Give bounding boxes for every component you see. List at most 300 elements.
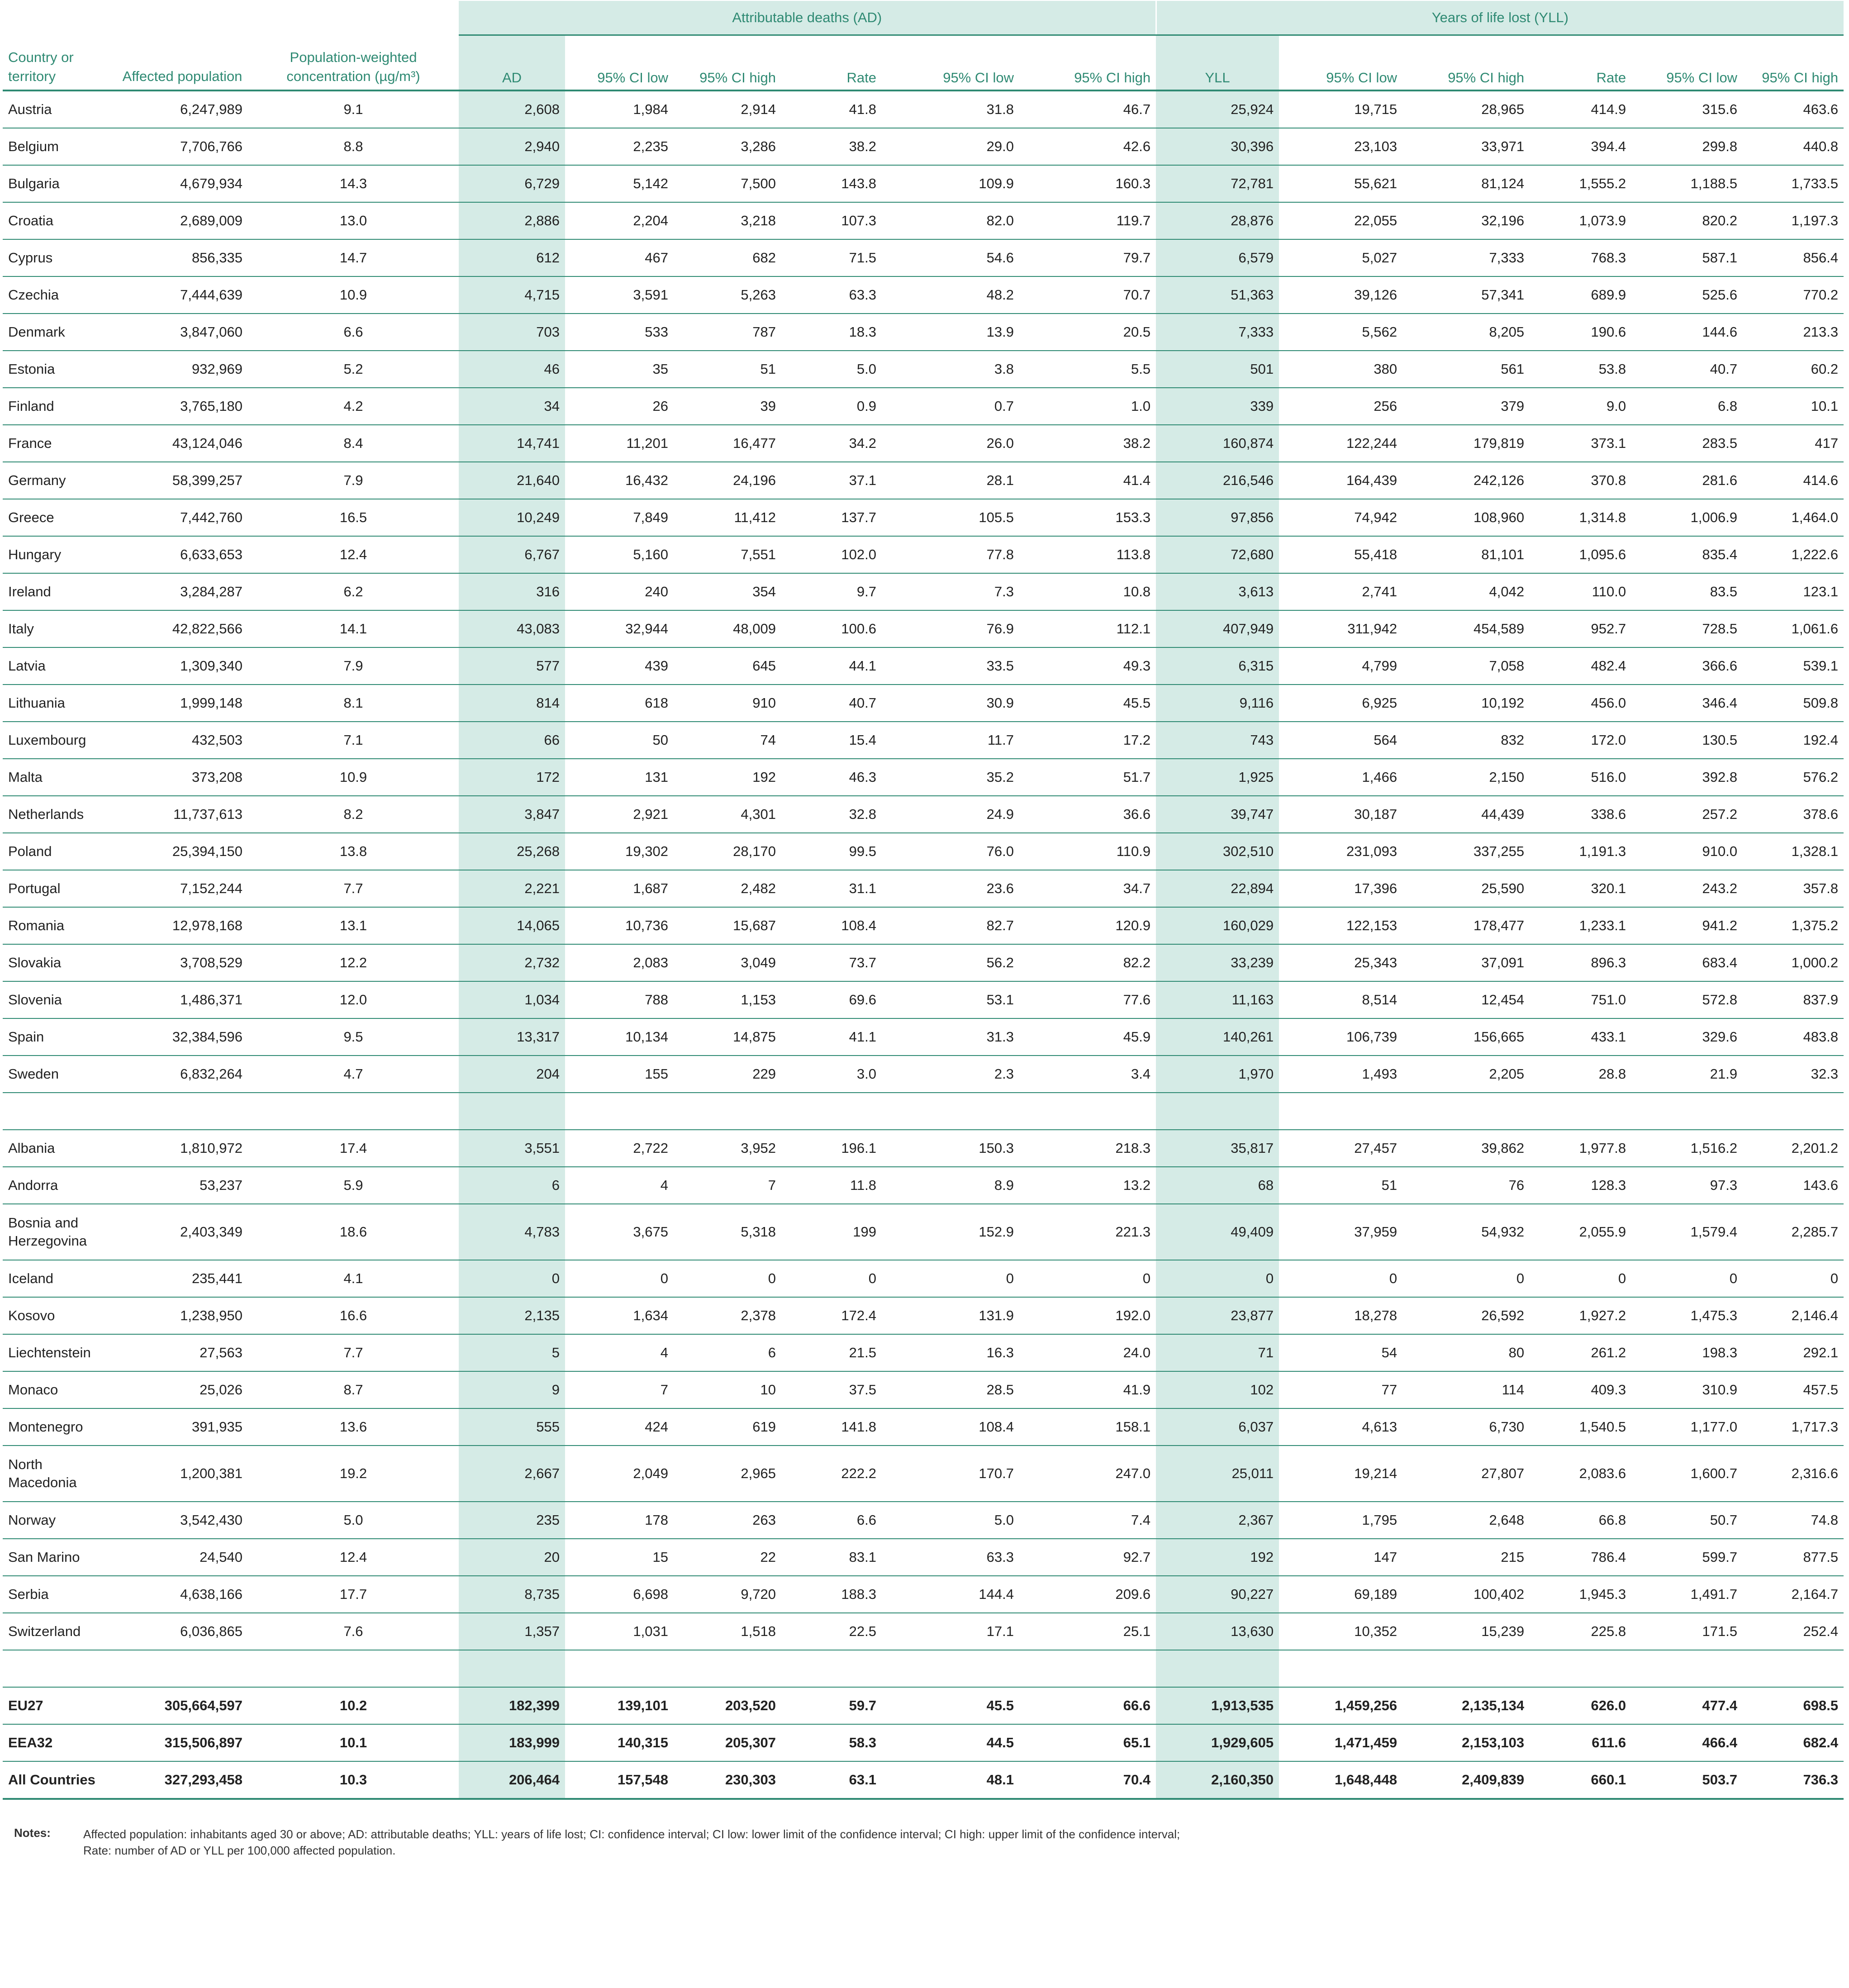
table-cell: 6,729 — [459, 165, 565, 202]
table-cell: 25,343 — [1279, 944, 1402, 981]
table-cell: 1,177.0 — [1631, 1408, 1743, 1446]
table-cell: 9.7 — [781, 573, 882, 610]
table-cell: 577 — [459, 647, 565, 685]
notes-line-1: Affected population: inhabitants aged 30 or above; AD: attributable deaths; YLL: years of life lost; CI: confidence interval; CI low: lower limit of the confidence interval; CI high: upper limit of the confidence interval; — [83, 1827, 1180, 1841]
table-cell: 454,589 — [1402, 610, 1530, 647]
table-cell: 1,648,448 — [1279, 1761, 1402, 1799]
col-ad-rate-ci-low: 95% CI low — [882, 35, 1019, 91]
table-cell: 100,402 — [1402, 1576, 1530, 1613]
table-cell: 60.2 — [1743, 351, 1844, 388]
table-cell: 8.8 — [248, 128, 459, 165]
table-cell: 72,781 — [1156, 165, 1279, 202]
table-row — [3, 573, 1844, 610]
table-cell: 53.1 — [882, 981, 1019, 1018]
table-cell: 0 — [781, 1260, 882, 1297]
table-cell: 509.8 — [1743, 685, 1844, 722]
table-cell: 25,026 — [117, 1371, 248, 1408]
table-cell: 5 — [459, 1334, 565, 1371]
notes-label: Notes: — [14, 1826, 51, 1840]
table-row — [3, 1297, 1844, 1334]
table-cell: 68 — [1156, 1167, 1279, 1204]
table-cell: 1,061.6 — [1743, 610, 1844, 647]
table-cell: 8.9 — [882, 1167, 1019, 1204]
table-cell: 70.7 — [1019, 276, 1156, 314]
table-row — [3, 1130, 1844, 1167]
table-cell: 837.9 — [1743, 981, 1844, 1018]
table-body — [3, 90, 1844, 1799]
table-cell: 9,116 — [1156, 685, 1279, 722]
table-cell: 19,715 — [1279, 90, 1402, 128]
table-cell: 3,847 — [459, 796, 565, 833]
table-cell: 7 — [565, 1371, 674, 1408]
row-label: North Macedonia — [3, 1446, 117, 1502]
table-cell: 689.9 — [1530, 276, 1631, 314]
table-cell: 51.7 — [1019, 759, 1156, 796]
row-label: Latvia — [3, 647, 117, 685]
table-cell: 299.8 — [1631, 128, 1743, 165]
row-label: Finland — [3, 388, 117, 425]
table-cell: 2,083.6 — [1530, 1446, 1631, 1502]
table-cell: 366.6 — [1631, 647, 1743, 685]
table-row — [3, 1502, 1844, 1539]
row-label: Romania — [3, 907, 117, 944]
table-cell: 1,733.5 — [1743, 165, 1844, 202]
row-label: San Marino — [3, 1539, 117, 1576]
table-row — [3, 276, 1844, 314]
table-cell: 44.1 — [781, 647, 882, 685]
table-cell: 432,503 — [117, 722, 248, 759]
row-label: EEA32 — [3, 1724, 117, 1761]
table-cell: 281.6 — [1631, 462, 1743, 499]
table-cell: 315,506,897 — [117, 1724, 248, 1761]
table-cell: 7.1 — [248, 722, 459, 759]
table-cell: 22,055 — [1279, 202, 1402, 239]
table-cell: 9,720 — [674, 1576, 781, 1613]
table-cell: 128.3 — [1530, 1167, 1631, 1204]
table-cell: 26,592 — [1402, 1297, 1530, 1334]
table-cell: 216,546 — [1156, 462, 1279, 499]
table-cell: 0 — [1019, 1260, 1156, 1297]
table-cell: 19,214 — [1279, 1446, 1402, 1502]
table-row — [3, 536, 1844, 573]
row-label: Greece — [3, 499, 117, 536]
col-yll-rate-ci-low: 95% CI low — [1631, 35, 1743, 91]
table-cell: 1,233.1 — [1530, 907, 1631, 944]
table-cell: 144.6 — [1631, 314, 1743, 351]
table-row — [3, 685, 1844, 722]
table-cell: 105.5 — [882, 499, 1019, 536]
table-cell: 414.9 — [1530, 90, 1631, 128]
table-cell: 243.2 — [1631, 870, 1743, 907]
table-cell: 14,741 — [459, 425, 565, 462]
table-cell: 261.2 — [1530, 1334, 1631, 1371]
table-cell: 106,739 — [1279, 1018, 1402, 1056]
table-cell: 2,205 — [1402, 1056, 1530, 1093]
table-cell: 1,034 — [459, 981, 565, 1018]
table-cell: 338.6 — [1530, 796, 1631, 833]
table-cell: 3.8 — [882, 351, 1019, 388]
table-cell: 160,029 — [1156, 907, 1279, 944]
table-cell: 0 — [882, 1260, 1019, 1297]
table-cell: 209.6 — [1019, 1576, 1156, 1613]
table-cell: 1,200,381 — [117, 1446, 248, 1502]
table-cell: 2,667 — [459, 1446, 565, 1502]
row-label: Poland — [3, 833, 117, 870]
table-cell: 44.5 — [882, 1724, 1019, 1761]
table-cell: 76 — [1402, 1167, 1530, 1204]
table-cell: 618 — [565, 685, 674, 722]
table-cell: 15 — [565, 1539, 674, 1576]
table-cell: 131 — [565, 759, 674, 796]
table-cell: 37,959 — [1279, 1204, 1402, 1260]
table-cell: 2,049 — [565, 1446, 674, 1502]
table-cell: 9 — [459, 1371, 565, 1408]
table-cell: 10,736 — [565, 907, 674, 944]
table-cell: 130.5 — [1631, 722, 1743, 759]
table-row — [3, 610, 1844, 647]
table-cell: 3,765,180 — [117, 388, 248, 425]
row-label: Serbia — [3, 1576, 117, 1613]
table-cell: 53,237 — [117, 1167, 248, 1204]
table-cell: 206,464 — [459, 1761, 565, 1799]
table-cell: 100.6 — [781, 610, 882, 647]
table-cell: 394.4 — [1530, 128, 1631, 165]
table-cell: 42.6 — [1019, 128, 1156, 165]
table-cell: 1,222.6 — [1743, 536, 1844, 573]
table-cell: 90,227 — [1156, 1576, 1279, 1613]
table-cell: 6.2 — [248, 573, 459, 610]
table-row — [3, 1446, 1844, 1502]
table-cell: 503.7 — [1631, 1761, 1743, 1799]
table-cell: 5.0 — [781, 351, 882, 388]
table-cell: 392.8 — [1631, 759, 1743, 796]
table-cell: 337,255 — [1402, 833, 1530, 870]
table-cell: 12.0 — [248, 981, 459, 1018]
table-cell: 46.7 — [1019, 90, 1156, 128]
table-cell: 179,819 — [1402, 425, 1530, 462]
table-cell: 626.0 — [1530, 1687, 1631, 1724]
table-cell: 433.1 — [1530, 1018, 1631, 1056]
table-cell: 143.6 — [1743, 1167, 1844, 1204]
table-cell: 107.3 — [781, 202, 882, 239]
table-cell: 190.6 — [1530, 314, 1631, 351]
table-cell: 2,648 — [1402, 1502, 1530, 1539]
table-cell: 770.2 — [1743, 276, 1844, 314]
table-cell: 2,055.9 — [1530, 1204, 1631, 1260]
table-cell: 315.6 — [1631, 90, 1743, 128]
table-cell: 564 — [1279, 722, 1402, 759]
row-label: Austria — [3, 90, 117, 128]
table-row — [3, 388, 1844, 425]
table-cell: 856,335 — [117, 239, 248, 276]
table-cell: 7,444,639 — [117, 276, 248, 314]
table-cell: 109.9 — [882, 165, 1019, 202]
table-cell: 5,562 — [1279, 314, 1402, 351]
table-cell: 35,817 — [1156, 1130, 1279, 1167]
table-cell: 3,591 — [565, 276, 674, 314]
table-cell: 572.8 — [1631, 981, 1743, 1018]
table-cell: 5,027 — [1279, 239, 1402, 276]
table-cell: 30.9 — [882, 685, 1019, 722]
table-cell: 7,500 — [674, 165, 781, 202]
table-cell: 153.3 — [1019, 499, 1156, 536]
table-cell: 35 — [565, 351, 674, 388]
table-cell: 192 — [1156, 1539, 1279, 1576]
table-cell: 1,634 — [565, 1297, 674, 1334]
table-cell: 8,735 — [459, 1576, 565, 1613]
table-cell: 13.1 — [248, 907, 459, 944]
table-cell: 31.1 — [781, 870, 882, 907]
table-cell: 28,876 — [1156, 202, 1279, 239]
table-cell: 3.4 — [1019, 1056, 1156, 1093]
table-cell: 147 — [1279, 1539, 1402, 1576]
table-cell: 3,218 — [674, 202, 781, 239]
table-cell: 7.7 — [248, 1334, 459, 1371]
table-cell: 16.6 — [248, 1297, 459, 1334]
table-cell: 728.5 — [1631, 610, 1743, 647]
table-cell: 16,432 — [565, 462, 674, 499]
col-country: Country or territory — [3, 35, 117, 91]
table-cell: 37,091 — [1402, 944, 1530, 981]
table-row — [3, 202, 1844, 239]
row-label: Bulgaria — [3, 165, 117, 202]
table-cell: 43,124,046 — [117, 425, 248, 462]
table-cell: 0 — [1279, 1260, 1402, 1297]
table-cell: 2,204 — [565, 202, 674, 239]
table-cell: 48.2 — [882, 276, 1019, 314]
table-cell: 66 — [459, 722, 565, 759]
table-cell: 256 — [1279, 388, 1402, 425]
table-cell: 257.2 — [1631, 796, 1743, 833]
table-cell: 1,238,950 — [117, 1297, 248, 1334]
table-cell: 346.4 — [1631, 685, 1743, 722]
table-cell: 463.6 — [1743, 90, 1844, 128]
table-cell: 2,965 — [674, 1446, 781, 1502]
table-cell: 8.2 — [248, 796, 459, 833]
table-cell: 2,235 — [565, 128, 674, 165]
row-label: Albania — [3, 1130, 117, 1167]
table-cell: 1,471,459 — [1279, 1724, 1402, 1761]
table-cell: 292.1 — [1743, 1334, 1844, 1371]
table-cell: 39,126 — [1279, 276, 1402, 314]
table-cell: 457.5 — [1743, 1371, 1844, 1408]
table-cell: 2,689,009 — [117, 202, 248, 239]
table-cell: 952.7 — [1530, 610, 1631, 647]
table-cell: 3.0 — [781, 1056, 882, 1093]
table-cell: 79.7 — [1019, 239, 1156, 276]
table-cell: 7,333 — [1156, 314, 1279, 351]
table-cell: 16.5 — [248, 499, 459, 536]
row-label: Montenegro — [3, 1408, 117, 1446]
table-cell: 48,009 — [674, 610, 781, 647]
table-cell: 6.6 — [781, 1502, 882, 1539]
table-cell: 10.2 — [248, 1687, 459, 1724]
table-cell: 2,135,134 — [1402, 1687, 1530, 1724]
table-cell: 82.7 — [882, 907, 1019, 944]
table-cell: 2,316.6 — [1743, 1446, 1844, 1502]
row-label: Norway — [3, 1502, 117, 1539]
table-cell: 1,095.6 — [1530, 536, 1631, 573]
table-cell: 108,960 — [1402, 499, 1530, 536]
table-cell: 682.4 — [1743, 1724, 1844, 1761]
table-cell: 380 — [1279, 351, 1402, 388]
table-cell: 877.5 — [1743, 1539, 1844, 1576]
table-cell: 29.0 — [882, 128, 1019, 165]
table-row — [3, 647, 1844, 685]
table-cell: 58,399,257 — [117, 462, 248, 499]
table-cell: 3,708,529 — [117, 944, 248, 981]
row-label: EU27 — [3, 1687, 117, 1724]
table-cell: 10.9 — [248, 276, 459, 314]
table-cell: 768.3 — [1530, 239, 1631, 276]
table-cell: 5.9 — [248, 1167, 459, 1204]
table-cell: 140,315 — [565, 1724, 674, 1761]
table-cell: 54,932 — [1402, 1204, 1530, 1260]
table-cell: 49.3 — [1019, 647, 1156, 685]
table-cell: 32.8 — [781, 796, 882, 833]
row-label: Estonia — [3, 351, 117, 388]
table-row — [3, 425, 1844, 462]
table-cell: 41.1 — [781, 1018, 882, 1056]
group-header-yll: Years of life lost (YLL) — [1156, 1, 1844, 35]
row-label: Belgium — [3, 128, 117, 165]
table-cell: 7.6 — [248, 1613, 459, 1650]
table-cell: 8.1 — [248, 685, 459, 722]
table-cell: 3,551 — [459, 1130, 565, 1167]
table-cell: 477.4 — [1631, 1687, 1743, 1724]
table-cell: 42,822,566 — [117, 610, 248, 647]
table-cell: 10.3 — [248, 1761, 459, 1799]
table-cell: 37.5 — [781, 1371, 882, 1408]
table-cell: 199 — [781, 1204, 882, 1260]
table-cell: 561 — [1402, 351, 1530, 388]
table-cell: 13,317 — [459, 1018, 565, 1056]
table-cell: 0 — [1402, 1260, 1530, 1297]
row-label: Iceland — [3, 1260, 117, 1297]
table-cell: 112.1 — [1019, 610, 1156, 647]
table-cell: 2,378 — [674, 1297, 781, 1334]
table-cell: 123.1 — [1743, 573, 1844, 610]
table-cell: 23.6 — [882, 870, 1019, 907]
table-cell: 320.1 — [1530, 870, 1631, 907]
total-row — [3, 1724, 1844, 1761]
table-cell: 1,977.8 — [1530, 1130, 1631, 1167]
row-label: Switzerland — [3, 1613, 117, 1650]
table-cell: 2,722 — [565, 1130, 674, 1167]
table-cell: 188.3 — [781, 1576, 882, 1613]
table-cell: 13.6 — [248, 1408, 459, 1446]
table-cell: 49,409 — [1156, 1204, 1279, 1260]
table-cell: 141.8 — [781, 1408, 882, 1446]
table-cell: 12.2 — [248, 944, 459, 981]
table-cell: 66.6 — [1019, 1687, 1156, 1724]
table-cell: 15,687 — [674, 907, 781, 944]
table-cell: 4,715 — [459, 276, 565, 314]
table-cell: 171.5 — [1631, 1613, 1743, 1650]
table-cell: 21.5 — [781, 1334, 882, 1371]
table-cell: 24,196 — [674, 462, 781, 499]
table-cell: 160.3 — [1019, 165, 1156, 202]
table-cell: 196.1 — [781, 1130, 882, 1167]
table-cell: 32,196 — [1402, 202, 1530, 239]
table-row — [3, 981, 1844, 1018]
table-cell: 1,540.5 — [1530, 1408, 1631, 1446]
table-cell: 17,396 — [1279, 870, 1402, 907]
total-row — [3, 1761, 1844, 1799]
table-cell: 172 — [459, 759, 565, 796]
table-cell: 6,832,264 — [117, 1056, 248, 1093]
table-cell: 2,160,350 — [1156, 1761, 1279, 1799]
table-cell: 7.4 — [1019, 1502, 1156, 1539]
table-cell: 3,286 — [674, 128, 781, 165]
table-cell: 11,737,613 — [117, 796, 248, 833]
table-cell: 25,268 — [459, 833, 565, 870]
table-cell: 28.5 — [882, 1371, 1019, 1408]
row-label: Andorra — [3, 1167, 117, 1204]
table-cell: 155 — [565, 1056, 674, 1093]
table-cell: 7,152,244 — [117, 870, 248, 907]
row-label: Cyprus — [3, 239, 117, 276]
table-cell: 2,940 — [459, 128, 565, 165]
table-cell: 2,201.2 — [1743, 1130, 1844, 1167]
table-cell: 31.8 — [882, 90, 1019, 128]
row-label: Slovakia — [3, 944, 117, 981]
table-cell: 22.5 — [781, 1613, 882, 1650]
table-cell: 77.8 — [882, 536, 1019, 573]
table-cell: 31.3 — [882, 1018, 1019, 1056]
table-cell: 32,384,596 — [117, 1018, 248, 1056]
table-cell: 74.8 — [1743, 1502, 1844, 1539]
table-cell: 788 — [565, 981, 674, 1018]
table-cell: 2,146.4 — [1743, 1297, 1844, 1334]
table-cell: 0 — [674, 1260, 781, 1297]
table-cell: 1,579.4 — [1631, 1204, 1743, 1260]
table-cell: 114 — [1402, 1371, 1530, 1408]
table-cell: 157,548 — [565, 1761, 674, 1799]
table-cell: 467 — [565, 239, 674, 276]
table-cell: 102 — [1156, 1371, 1279, 1408]
table-cell: 192 — [674, 759, 781, 796]
table-cell: 235 — [459, 1502, 565, 1539]
table-cell: 48.1 — [882, 1761, 1019, 1799]
row-label: Ireland — [3, 573, 117, 610]
table-cell: 172.0 — [1530, 722, 1631, 759]
table-cell: 9.1 — [248, 90, 459, 128]
table-cell: 25,590 — [1402, 870, 1530, 907]
table-cell: 539.1 — [1743, 647, 1844, 685]
table-cell: 113.8 — [1019, 536, 1156, 573]
table-cell: 439 — [565, 647, 674, 685]
table-cell: 33.5 — [882, 647, 1019, 685]
row-label: All Countries — [3, 1761, 117, 1799]
table-cell: 357.8 — [1743, 870, 1844, 907]
table-cell: 7.7 — [248, 870, 459, 907]
table-cell: 247.0 — [1019, 1446, 1156, 1502]
table-cell: 329.6 — [1631, 1018, 1743, 1056]
table-cell: 156,665 — [1402, 1018, 1530, 1056]
table-cell: 786.4 — [1530, 1539, 1631, 1576]
table-cell: 218.3 — [1019, 1130, 1156, 1167]
separator-row — [3, 1093, 1844, 1130]
col-ad-ci-low: 95% CI low — [565, 35, 674, 91]
table-cell: 41.8 — [781, 90, 882, 128]
table-row — [3, 1539, 1844, 1576]
table-cell: 40.7 — [781, 685, 882, 722]
table-cell: 11.7 — [882, 722, 1019, 759]
table-row — [3, 870, 1844, 907]
table-row — [3, 1576, 1844, 1613]
table-cell: 59.7 — [781, 1687, 882, 1724]
